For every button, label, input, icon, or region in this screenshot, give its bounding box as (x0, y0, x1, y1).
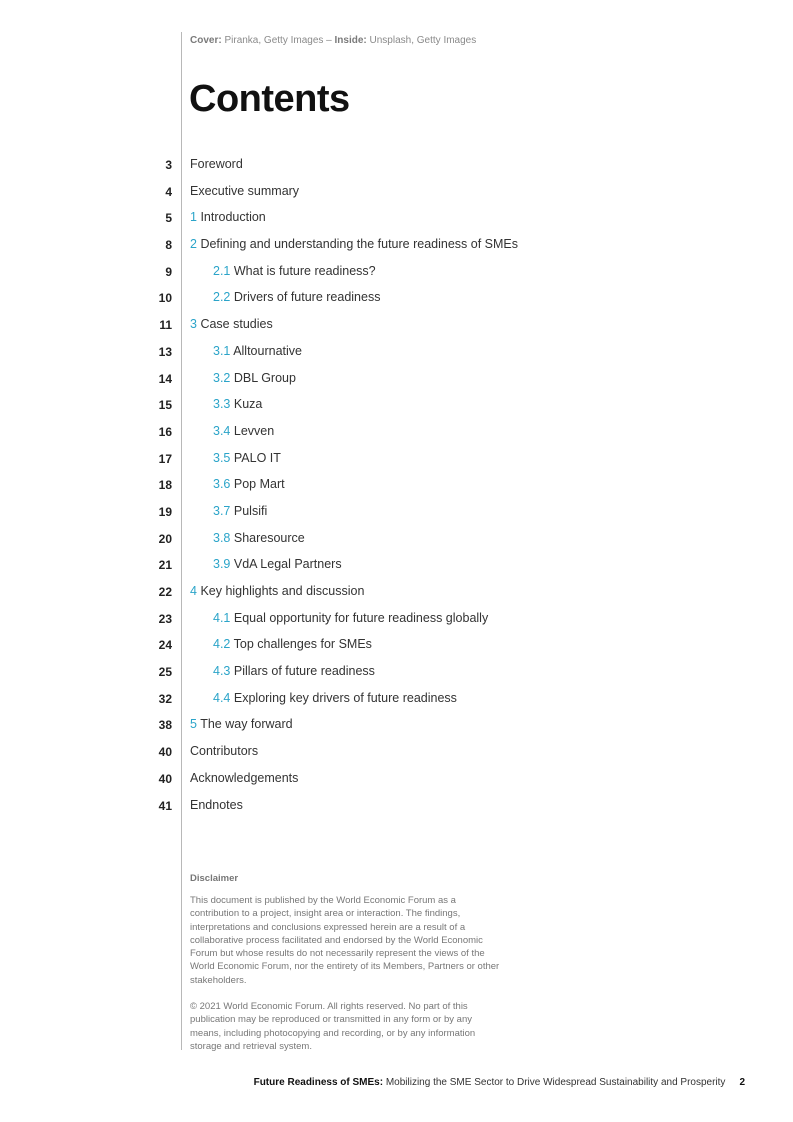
toc-page-number: 16 (158, 424, 172, 439)
toc-page-number: 25 (158, 665, 172, 680)
toc-section-number: 4.4 (213, 690, 231, 705)
toc-entry-text (213, 344, 302, 358)
toc-entry[interactable] (0, 179, 793, 206)
toc-page-number: 17 (158, 451, 172, 466)
toc-entry-text (190, 157, 243, 171)
toc-page-number: 40 (158, 771, 172, 786)
toc-page-number: 19 (158, 504, 172, 519)
image-credits (190, 35, 476, 46)
toc-entry-text (213, 531, 305, 545)
inside-credit-label: Inside: (334, 35, 367, 46)
toc-entry-text (213, 397, 262, 411)
toc-page-number: 4 (165, 184, 172, 199)
toc-entry[interactable] (0, 312, 793, 339)
toc-entry[interactable] (0, 739, 793, 766)
toc-section-title: Equal opportunity for future readiness globally (233, 610, 489, 625)
toc-entry[interactable] (0, 446, 793, 473)
toc-page-number: 23 (158, 611, 172, 626)
toc-section-title: Endnotes (190, 797, 243, 812)
toc-entry[interactable] (0, 552, 793, 579)
toc-section-title: Executive summary (190, 183, 300, 198)
table-of-contents (0, 152, 793, 819)
toc-entry-text (213, 264, 376, 278)
toc-section-title: PALO IT (233, 450, 281, 465)
toc-page-number: 9 (165, 264, 172, 279)
toc-entry-text (190, 584, 364, 598)
toc-section-number: 3.4 (213, 423, 231, 438)
toc-page-number: 5 (165, 211, 172, 226)
toc-entry[interactable] (0, 472, 793, 499)
toc-entry-text (190, 744, 258, 758)
toc-entry[interactable] (0, 152, 793, 179)
disclaimer-paragraph: This document is published by the World Economic Forum as a contribution to a project, insight area or interaction. The findings, interpretations and conclusions expressed herein are a result of a collaborative process facilitated and endorsed by the World Economic Forum but whose results do not necessarily represent the views of the World Economic Forum, nor the entirety of its Members, Partners or other stakeholders. (190, 895, 500, 986)
toc-entry-text (213, 371, 296, 385)
toc-entry-text (190, 717, 293, 731)
toc-entry[interactable] (0, 419, 793, 446)
toc-section-number: 3.9 (213, 557, 231, 572)
toc-section-number: 2 (190, 237, 197, 252)
footer-page-number: 2 (739, 1077, 745, 1088)
toc-section-title: Case studies (200, 317, 273, 332)
toc-entry[interactable] (0, 339, 793, 366)
toc-entry-text (213, 477, 285, 491)
inside-credit-value: Unsplash, Getty Images (366, 35, 477, 46)
toc-entry-text (213, 691, 457, 705)
toc-section-title: What is future readiness? (233, 263, 376, 278)
disclaimer-heading: Disclaimer (190, 873, 239, 884)
toc-section-title: Acknowledgements (190, 770, 299, 785)
page-title: Contents (189, 78, 350, 120)
toc-entry[interactable] (0, 632, 793, 659)
toc-page-number: 8 (165, 238, 172, 253)
toc-section-number: 3 (190, 317, 197, 332)
copyright-paragraph: © 2021 World Economic Forum. All rights reserved. No part of this publication may be reproduced or transmitted in any form or by any means, including photocopying and recording, or by any information storage and retrieval system. (190, 1001, 476, 1052)
toc-section-number: 5 (190, 717, 197, 732)
toc-entry[interactable] (0, 579, 793, 606)
toc-section-title: Top challenges for SMEs (233, 637, 372, 652)
toc-section-number: 4 (190, 584, 197, 598)
cover-credit-label: Cover: (190, 35, 222, 46)
toc-entry[interactable] (0, 259, 793, 286)
toc-entry-text (213, 424, 274, 438)
page-footer (254, 1077, 745, 1088)
toc-section-number: 3.6 (213, 477, 231, 492)
toc-entry[interactable] (0, 766, 793, 793)
toc-entry[interactable] (0, 499, 793, 526)
toc-page-number: 38 (158, 718, 172, 733)
toc-entry-text (213, 557, 342, 571)
toc-section-number: 3.8 (213, 530, 231, 545)
toc-section-title: The way forward (200, 717, 293, 732)
toc-section-number: 3.7 (213, 503, 231, 518)
disclaimer-body (190, 894, 500, 1066)
toc-entry[interactable] (0, 205, 793, 232)
toc-entry[interactable] (0, 712, 793, 739)
toc-section-title: Alltournative (233, 343, 302, 358)
toc-page-number: 3 (165, 158, 172, 172)
toc-entry-text (190, 798, 243, 812)
toc-section-title: DBL Group (233, 370, 296, 385)
toc-entry-text (213, 664, 375, 678)
toc-entry[interactable] (0, 686, 793, 713)
footer-title-rest: Mobilizing the SME Sector to Drive Widespread Sustainability and Prosperity (383, 1077, 726, 1088)
toc-page-number: 10 (158, 291, 172, 306)
toc-section-number: 3.5 (213, 450, 231, 465)
toc-section-title: Contributors (190, 744, 259, 759)
cover-credit-value: Piranka, Getty Images – (221, 35, 335, 46)
toc-entry[interactable] (0, 285, 793, 312)
toc-entry-text (213, 611, 488, 625)
toc-page-number: 13 (158, 344, 172, 359)
toc-entry-text (213, 451, 281, 465)
toc-entry-text (190, 317, 273, 331)
toc-page-number: 22 (158, 585, 172, 599)
toc-section-title: Pop Mart (233, 477, 285, 492)
toc-entry[interactable] (0, 366, 793, 393)
toc-section-number: 3.1 (213, 343, 231, 358)
toc-page-number: 21 (158, 558, 172, 573)
toc-entry-text (213, 504, 267, 518)
toc-entry-text (190, 237, 518, 251)
toc-section-title: Introduction (200, 210, 266, 225)
toc-section-title: Pillars of future readiness (233, 664, 375, 679)
toc-page-number: 20 (158, 531, 172, 546)
toc-section-number: 1 (190, 210, 197, 225)
toc-entry[interactable] (0, 793, 793, 820)
toc-section-title: VdA Legal Partners (233, 557, 342, 572)
toc-section-title: Key highlights and discussion (200, 584, 365, 598)
footer-title-bold: Future Readiness of SMEs: (253, 1077, 384, 1088)
toc-page-number: 15 (158, 398, 172, 413)
toc-page-number: 32 (158, 691, 172, 706)
toc-page-number: 11 (159, 318, 172, 333)
toc-entry[interactable] (0, 606, 793, 633)
toc-section-number: 3.3 (213, 397, 231, 412)
toc-section-title: Levven (233, 423, 275, 438)
toc-section-number: 2.2 (213, 290, 231, 305)
toc-page-number: 41 (158, 798, 172, 813)
toc-section-title: Kuza (233, 397, 263, 412)
toc-section-title: Pulsifi (233, 503, 268, 518)
toc-entry[interactable] (0, 526, 793, 553)
toc-section-number: 4.2 (213, 637, 231, 652)
toc-page-number: 18 (158, 478, 172, 493)
toc-page-number: 40 (158, 745, 172, 760)
toc-section-title: Foreword (190, 157, 243, 171)
toc-section-title: Defining and understanding the future readiness of SMEs (200, 237, 518, 252)
toc-section-number: 3.2 (213, 370, 231, 385)
toc-entry-text (190, 771, 298, 785)
toc-section-number: 4.3 (213, 664, 231, 679)
toc-entry[interactable] (0, 392, 793, 419)
toc-section-number: 2.1 (213, 263, 231, 278)
toc-entry-text (190, 210, 266, 224)
toc-section-number: 4.1 (213, 610, 231, 625)
toc-entry[interactable] (0, 232, 793, 259)
toc-section-title: Sharesource (233, 530, 305, 545)
toc-section-title: Exploring key drivers of future readiness (233, 690, 457, 705)
toc-page-number: 14 (158, 371, 172, 386)
toc-entry-text (190, 184, 299, 198)
toc-section-title: Drivers of future readiness (233, 290, 381, 305)
toc-entry-text (213, 290, 380, 304)
toc-entry-text (213, 637, 372, 651)
toc-entry[interactable] (0, 659, 793, 686)
toc-page-number: 24 (158, 638, 172, 653)
